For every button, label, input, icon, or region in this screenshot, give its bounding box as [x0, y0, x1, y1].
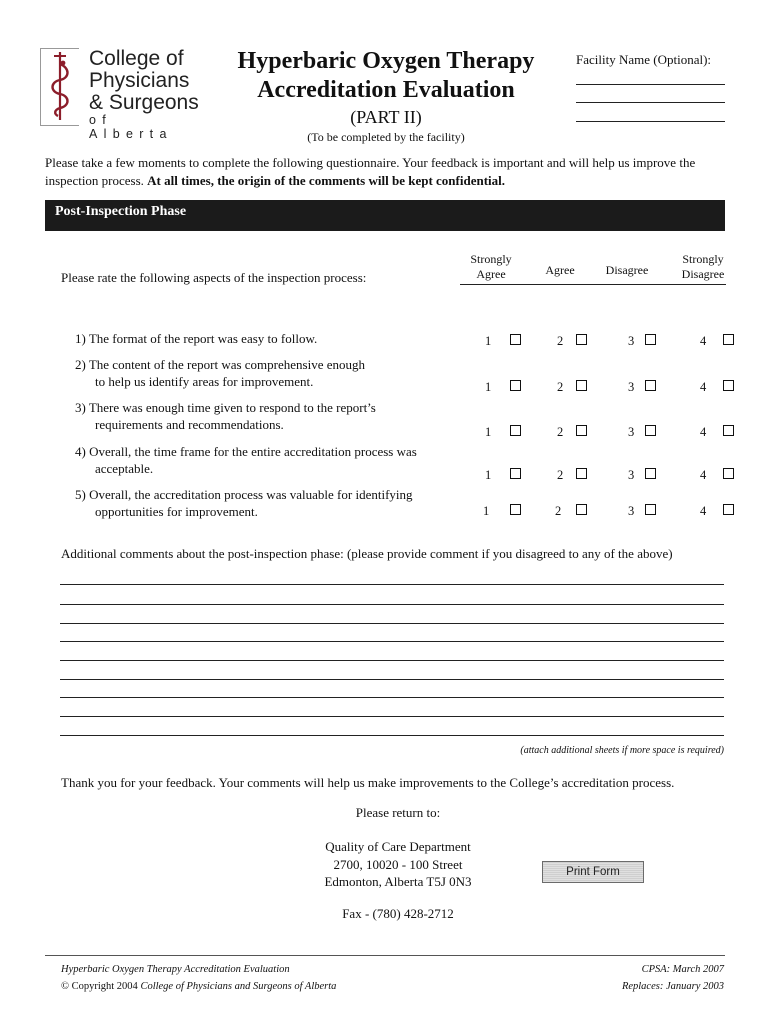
comment-line-3[interactable]	[60, 623, 724, 624]
facility-name-line-3[interactable]	[576, 121, 725, 122]
rating-4-num-3: 3	[628, 468, 635, 482]
scale-1-line2: Agree	[476, 267, 506, 281]
question-2	[75, 356, 455, 390]
scale-header-agree	[530, 263, 590, 278]
return-department: Quality of Care Department	[325, 839, 471, 854]
scale-3-label: Disagree	[605, 263, 649, 277]
question-3-line-2: requirements and recommendations.	[95, 417, 284, 432]
rating-3-num-1: 1	[485, 425, 492, 439]
rating-2-num-2: 2	[557, 380, 564, 394]
form-title-line-1: Hyperbaric Oxygen Therapy	[237, 48, 535, 74]
footer-form-name: Hyperbaric Oxygen Therapy Accreditation Evaluation	[61, 964, 290, 975]
rating-2-checkbox-3[interactable]	[645, 380, 656, 391]
rating-5-num-4: 4	[700, 504, 707, 518]
cpsa-logo	[40, 44, 200, 141]
question-3-line-1: 3) There was enough time given to respond to the report’s	[75, 400, 376, 415]
section-bar	[45, 200, 725, 231]
return-label: Please return to:	[355, 805, 441, 820]
rating-4-checkbox-4[interactable]	[723, 468, 734, 479]
comment-line-5[interactable]	[60, 660, 724, 661]
rating-1-num-4: 4	[700, 334, 707, 348]
facility-name-line-1[interactable]	[576, 84, 725, 85]
rating-1-num-2: 2	[557, 334, 564, 348]
comment-line-6[interactable]	[60, 679, 724, 680]
logo-line-2: Physicians	[89, 69, 190, 92]
rating-3-checkbox-4[interactable]	[723, 425, 734, 436]
question-5	[75, 486, 455, 520]
caduceus-icon	[48, 50, 72, 122]
rating-3-checkbox-1[interactable]	[510, 425, 521, 436]
footer-copyright-holder: College of Physicians and Surgeons of Alberta	[140, 981, 337, 992]
scale-header-disagree	[595, 263, 659, 278]
question-3	[75, 399, 455, 433]
rating-1-checkbox-4[interactable]	[723, 334, 734, 345]
rating-2-checkbox-2[interactable]	[576, 380, 587, 391]
rating-1-checkbox-1[interactable]	[510, 334, 521, 345]
scale-4-line2: Disagree	[681, 267, 725, 281]
rating-1-checkbox-2[interactable]	[576, 334, 587, 345]
rating-2-num-3: 3	[628, 380, 635, 394]
rating-5-num-1: 1	[483, 504, 490, 518]
footer-copyright	[61, 981, 336, 992]
footer-divider	[45, 955, 725, 956]
comments-note: (attach additional sheets if more space is required)	[520, 745, 724, 756]
facility-name-line-2[interactable]	[576, 102, 725, 103]
rating-3-checkbox-2[interactable]	[576, 425, 587, 436]
rating-3-checkbox-3[interactable]	[645, 425, 656, 436]
question-2-line-1: 2) The content of the report was comprehensive enough	[75, 357, 365, 372]
question-4	[75, 443, 455, 477]
rating-5-checkbox-3[interactable]	[645, 504, 656, 515]
rating-2-num-4: 4	[700, 380, 707, 394]
intro-paragraph	[45, 154, 735, 190]
return-city: Edmonton, Alberta T5J 0N3	[324, 874, 472, 889]
footer-replaces: Replaces: January 2003	[621, 981, 724, 992]
rating-4-checkbox-2[interactable]	[576, 468, 587, 479]
rating-4-num-2: 2	[557, 468, 564, 482]
print-form-button[interactable]: Print Form	[542, 861, 644, 883]
rating-5-num-3: 3	[628, 504, 635, 518]
logo-line-4: of Alberta	[89, 113, 173, 141]
comment-line-2[interactable]	[60, 604, 724, 605]
rating-4-num-1: 1	[485, 468, 492, 482]
logo-line-1: College of	[89, 47, 184, 70]
scale-4-line1: Strongly	[682, 252, 724, 266]
rating-prompt: Please rate the following aspects of the inspection process:	[61, 270, 367, 285]
question-5-line-2: opportunities for improvement.	[95, 504, 258, 519]
question-2-line-2: to help us identify areas for improvement.	[95, 374, 314, 389]
rating-1-num-3: 3	[628, 334, 635, 348]
intro-confidential: At all times, the origin of the comments will be kept confidential.	[147, 173, 505, 188]
footer-copyright-year: © Copyright 2004	[61, 981, 138, 992]
rating-5-checkbox-4[interactable]	[723, 504, 734, 515]
form-completed-by: (To be completed by the facility)	[307, 130, 465, 144]
comment-line-9[interactable]	[60, 735, 724, 736]
return-address	[248, 838, 548, 891]
form-title-line-2: Accreditation Evaluation	[257, 77, 515, 103]
scale-2-label: Agree	[545, 263, 575, 277]
rating-5-num-2: 2	[555, 504, 562, 518]
scale-header-strongly-disagree	[674, 252, 732, 282]
facility-name-label: Facility Name (Optional):	[576, 52, 712, 67]
rating-2-checkbox-4[interactable]	[723, 380, 734, 391]
comments-label: Additional comments about the post-inspection phase: (please provide comment if you disagreed to any of the above)	[61, 546, 673, 561]
rating-2-checkbox-1[interactable]	[510, 380, 521, 391]
question-1	[75, 330, 455, 347]
rating-1-num-1: 1	[485, 334, 492, 348]
form-part: (PART II)	[350, 107, 422, 127]
rating-3-num-4: 4	[700, 425, 707, 439]
comment-line-8[interactable]	[60, 716, 724, 717]
rating-3-num-2: 2	[557, 425, 564, 439]
rating-4-checkbox-3[interactable]	[645, 468, 656, 479]
section-title: Post-Inspection Phase	[55, 204, 187, 219]
question-1-line-1: 1) The format of the report was easy to follow.	[75, 331, 318, 346]
question-5-line-1: 5) Overall, the accreditation process was valuable for identifying	[75, 487, 413, 502]
footer-revision: CPSA: March 2007	[641, 964, 724, 975]
thanks-text: Thank you for your feedback. Your comments will help us make improvements to the College’s accreditation process.	[61, 775, 675, 790]
rating-5-checkbox-1[interactable]	[510, 504, 521, 515]
rating-4-checkbox-1[interactable]	[510, 468, 521, 479]
comment-line-1[interactable]	[60, 584, 724, 585]
return-street: 2700, 10020 - 100 Street	[333, 856, 463, 872]
rating-2-num-1: 1	[485, 380, 492, 394]
question-4-line-1: 4) Overall, the time frame for the entire accreditation process was	[75, 444, 417, 459]
rating-4-num-4: 4	[700, 468, 707, 482]
scale-header-strongly-agree	[460, 252, 522, 282]
rating-5-checkbox-2[interactable]	[576, 504, 587, 515]
scale-1-line1: Strongly	[470, 252, 512, 266]
question-4-line-2: acceptable.	[95, 461, 154, 476]
rating-1-checkbox-3[interactable]	[645, 334, 656, 345]
scale-header-underline	[460, 284, 726, 285]
rating-3-num-3: 3	[628, 425, 635, 439]
logo-line-3: & Surgeons	[89, 91, 199, 114]
comment-line-4[interactable]	[60, 641, 724, 642]
return-fax: Fax - (780) 428-2712	[342, 906, 454, 921]
comment-line-7[interactable]	[60, 697, 724, 698]
intro-text: Please take a few moments to complete the following questionnaire. Your feedback is important and will help us improve the inspection process.	[45, 155, 696, 188]
